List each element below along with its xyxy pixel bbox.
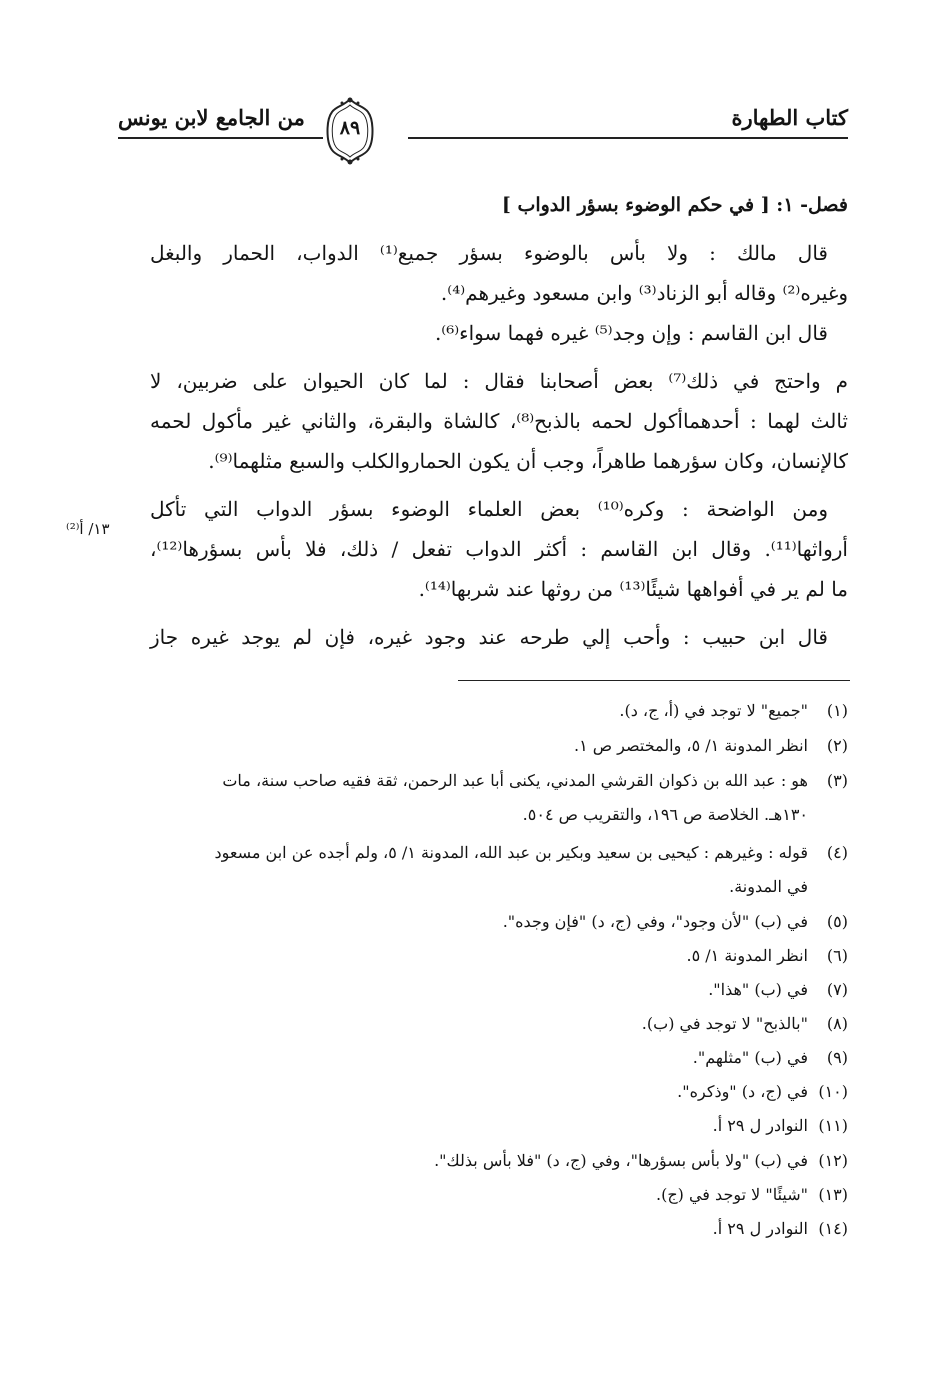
body-line-8: أرواثها⁽¹¹⁾. وقال ابن القاسم : أكثر الدواب تفعل / ذلك، فلا بأس بسؤرها⁽¹²⁾، — [150, 537, 848, 561]
footnote-5: (٥)في (ب) "لأن وجود"، وفي (ج، د) "فإن وجده". — [502, 912, 848, 931]
body-line-3: قال ابن القاسم : وإن وجد⁽⁵⁾ غيره فهما سواء⁽⁶⁾. — [434, 321, 828, 345]
running-title-left: من الجامع لابن يونس — [118, 105, 305, 130]
body-line-6: كالإنسان، وكان سؤرهما طاهراً، وجب أن يكون الحماروالكلب والسبع مثلهما⁽⁹⁾. — [208, 449, 848, 473]
body-line-7: ومن الواضحة : وكره⁽¹⁰⁾ بعض العلماء الوضوء بسؤر الدواب التي تأكل — [150, 497, 828, 521]
footnote-4: (٤)قوله : وغيرهم : كيحيى بن سعيد وبكير بن عبد الله، المدونة ١/ ٥، ولم أجده عن ابن مسعود — [214, 843, 848, 862]
body-line-1: قال مالك : ولا بأس بالوضوء بسؤر جميع⁽¹⁾ الدواب، الحمار والبغل — [150, 241, 828, 265]
body-line-2: وغيره⁽²⁾ وقاله أبو الزناد⁽³⁾ وابن مسعود وغيرهم⁽⁴⁾. — [440, 281, 848, 305]
body-line-10: قال ابن حبيب : وأحب إلي طرحه عند وجود غيره، فإن لم يوجد غيره جاز — [150, 625, 828, 649]
running-title-right: كتاب الطهارة — [731, 105, 848, 130]
footnote-11: (١١)النوادر ل ٢٩ أ. — [712, 1116, 848, 1135]
body-line-5: ثالث لهما : أحدهماأكول لحمه بالذبح⁽⁸⁾، كالشاة والبقرة، والثاني غير مأكول لحمه — [150, 409, 848, 433]
body-line-9: ما لم ير في أفواهها شيئًا⁽¹³⁾ من روثها عند شربها⁽¹⁴⁾. — [418, 577, 848, 601]
header-rule-left — [118, 137, 323, 139]
page-number: ٨٩ — [339, 117, 361, 139]
footnote-10: (١٠)في (ج، د) "وذكره". — [677, 1082, 848, 1101]
footnote-6: (٦)انظر المدونة ١/ ٥. — [686, 946, 848, 965]
footnote-3: (٣)هو : عبد الله بن ذكوان القرشي المدني، يكنى أبا عبد الرحمن، ثقة فقيه صاحب سنة، مات — [222, 771, 848, 790]
footnote-13: (١٣)"شيئًا" لا توجد في (ج). — [655, 1185, 848, 1204]
footnote-1: (١)"جميع" لا توجد في (أ، ج، د). — [619, 701, 848, 720]
footnote-14: (١٤)النوادر ل ٢٩ أ. — [712, 1219, 848, 1238]
footnote-7: (٧)في (ب) "هذا". — [708, 980, 848, 999]
footnote-9: (٩)في (ب) "مثلهم". — [692, 1048, 848, 1067]
footnote-12: (١٢)في (ب) "ولا بأس بسؤرها"، وفي (ج، د) "فلا بأس بذلك". — [434, 1151, 848, 1170]
footnote-2: (٢)انظر المدونة ١/ ٥، والمختصر ص ١. — [573, 736, 848, 755]
body-line-4: م واحتج في ذلك⁽⁷⁾ بعض أصحابنا فقال : لما كان الحيوان على ضربين، لا — [150, 369, 848, 393]
manuscript-folio-note: ١٣/ أ⁽²⁾ — [66, 520, 110, 538]
section-heading: فصل- ١: [ في حكم الوضوء بسؤر الدواب ] — [501, 194, 848, 216]
footnote-4-continuation: في المدونة. — [729, 877, 808, 896]
header-rule-right — [408, 137, 848, 139]
footnote-separator — [458, 680, 850, 681]
footnote-3-continuation: ١٣٠هـ. الخلاصة ص ١٩٦، والتقريب ص ٥٠٤. — [522, 805, 808, 824]
footnote-8: (٨)"بالذبح" لا توجد في (ب). — [641, 1014, 848, 1033]
